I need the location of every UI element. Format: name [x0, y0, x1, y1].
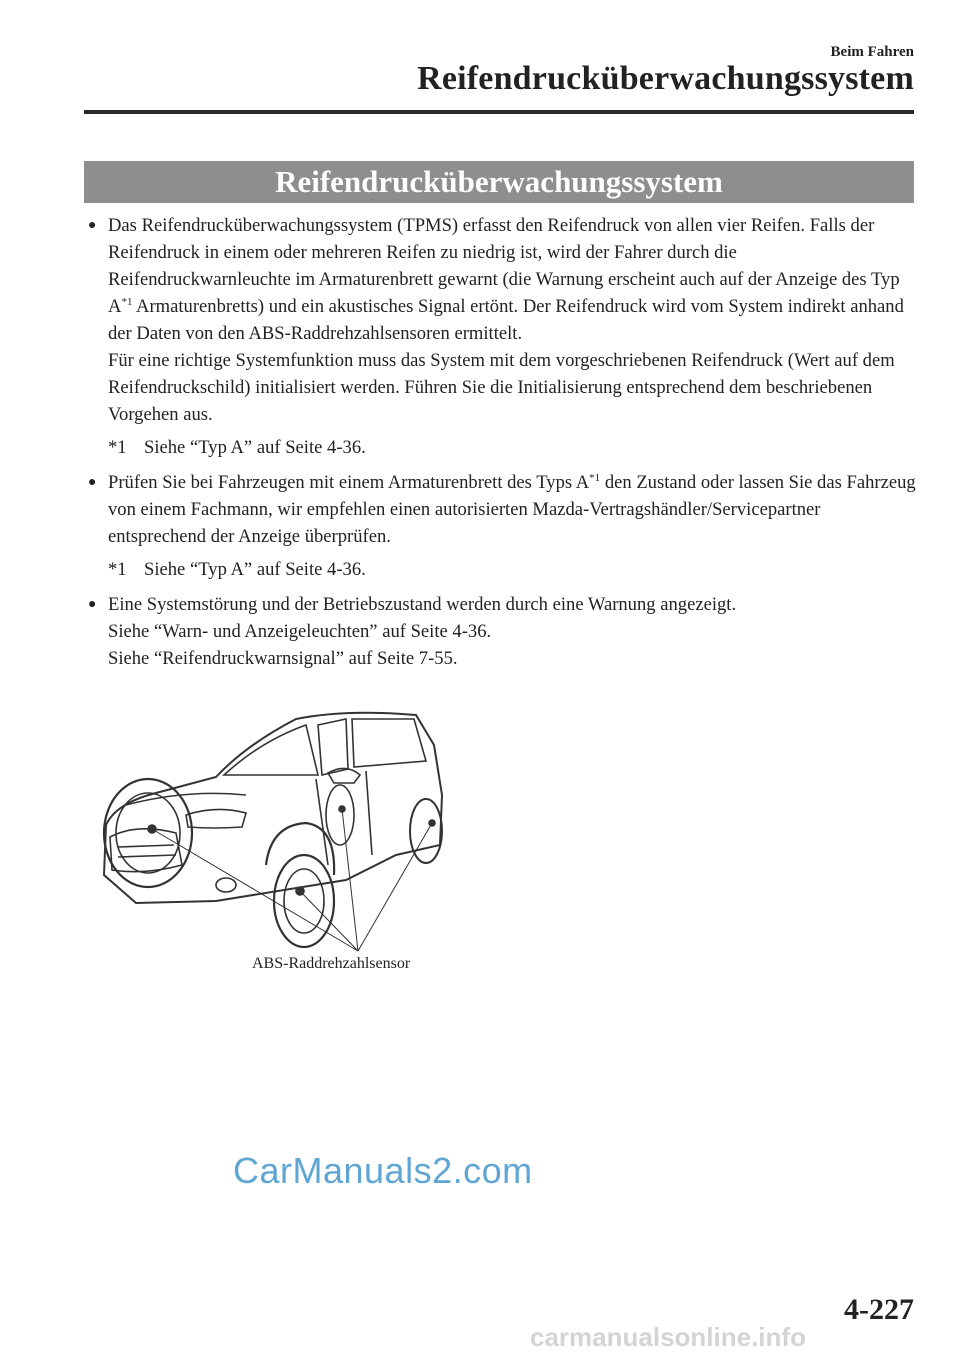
bullet-item: [84, 591, 920, 672]
bullet-text: den Zustand oder lassen Sie das Fahrzeug von einem Fachmann, wir empfehlen einen autorisierten Mazda-Vertragshändler/Servicepartner entsprechend der Anzeige überprüfen.: [108, 472, 916, 547]
footnote: [84, 434, 920, 461]
watermark-logo: CarManuals2.com: [233, 1150, 533, 1191]
bullet-paragraph: [108, 469, 920, 550]
bullet-line: Siehe “Reifendruckwarnsignal” auf Seite 7-55.: [108, 648, 458, 669]
section-banner: Reifendrucküberwachungssystem: [84, 161, 914, 203]
bullet-item: [84, 212, 920, 428]
bullet-item: [84, 469, 920, 550]
header-section-label: Beim Fahren: [830, 44, 914, 60]
bullet-dot-icon: ●: [88, 218, 97, 233]
footnote-text: Siehe “Typ A” auf Seite 4-36.: [144, 437, 366, 458]
footnote-text: Siehe “Typ A” auf Seite 4-36.: [144, 559, 366, 580]
footnote-number: *1: [108, 437, 127, 458]
header-divider: [84, 110, 914, 114]
car-sensor-illustration: [96, 705, 456, 975]
bullet-line: Siehe “Warn- und Anzeigeleuchten” auf Seite 4-36.: [108, 621, 492, 642]
bullet-dot-icon: ●: [88, 475, 97, 490]
bullet-dot-icon: ●: [88, 597, 97, 612]
bullet-paragraph: Für eine richtige Systemfunktion muss das System mit dem vorgeschriebenen Reifendruck (Wert auf dem Reifendruckschild) initialisiert werden. Führen Sie die Initialisierung entsprechend dem beschriebenen Vorgehen aus.: [108, 350, 895, 425]
footnote-number: *1: [108, 559, 127, 580]
footnote-ref: *1: [121, 295, 133, 308]
bullet-text: Armaturenbretts) und ein akustisches Signal ertönt. Der Reifendruck wird vom System indirekt anhand der Daten von den ABS-Raddrehzahlsensoren ermittelt.: [108, 296, 904, 344]
footnote-ref: *1: [589, 471, 601, 484]
bullet-text: Prüfen Sie bei Fahrzeugen mit einem Armaturenbrett des Typs A: [108, 472, 590, 493]
site-url: carmanualsonline.info: [530, 1322, 806, 1352]
page-number: 4-227: [844, 1293, 914, 1326]
header-title: Reifendrucküberwachungssystem: [417, 60, 914, 97]
bullet-line: Eine Systemstörung und der Betriebszustand werden durch eine Warnung angezeigt.: [108, 594, 737, 615]
content-body: [84, 212, 920, 672]
figure-label: ABS-Raddrehzahlsensor: [252, 955, 411, 972]
bullet-text: Das Reifendrucküberwachungssystem (TPMS) erfasst den Reifendruck von allen vier Reifen. Falls der Reifendruck in einem oder mehreren Reifen zu niedrig ist, wird der Fahrer durch die Reifendruckwarnleuchte im Armaturenbrett gewarnt (die Warnung erscheint auch auf der Anzeige des Typ A: [108, 215, 900, 317]
footnote: [84, 556, 920, 583]
bullet-paragraph: [108, 212, 920, 347]
